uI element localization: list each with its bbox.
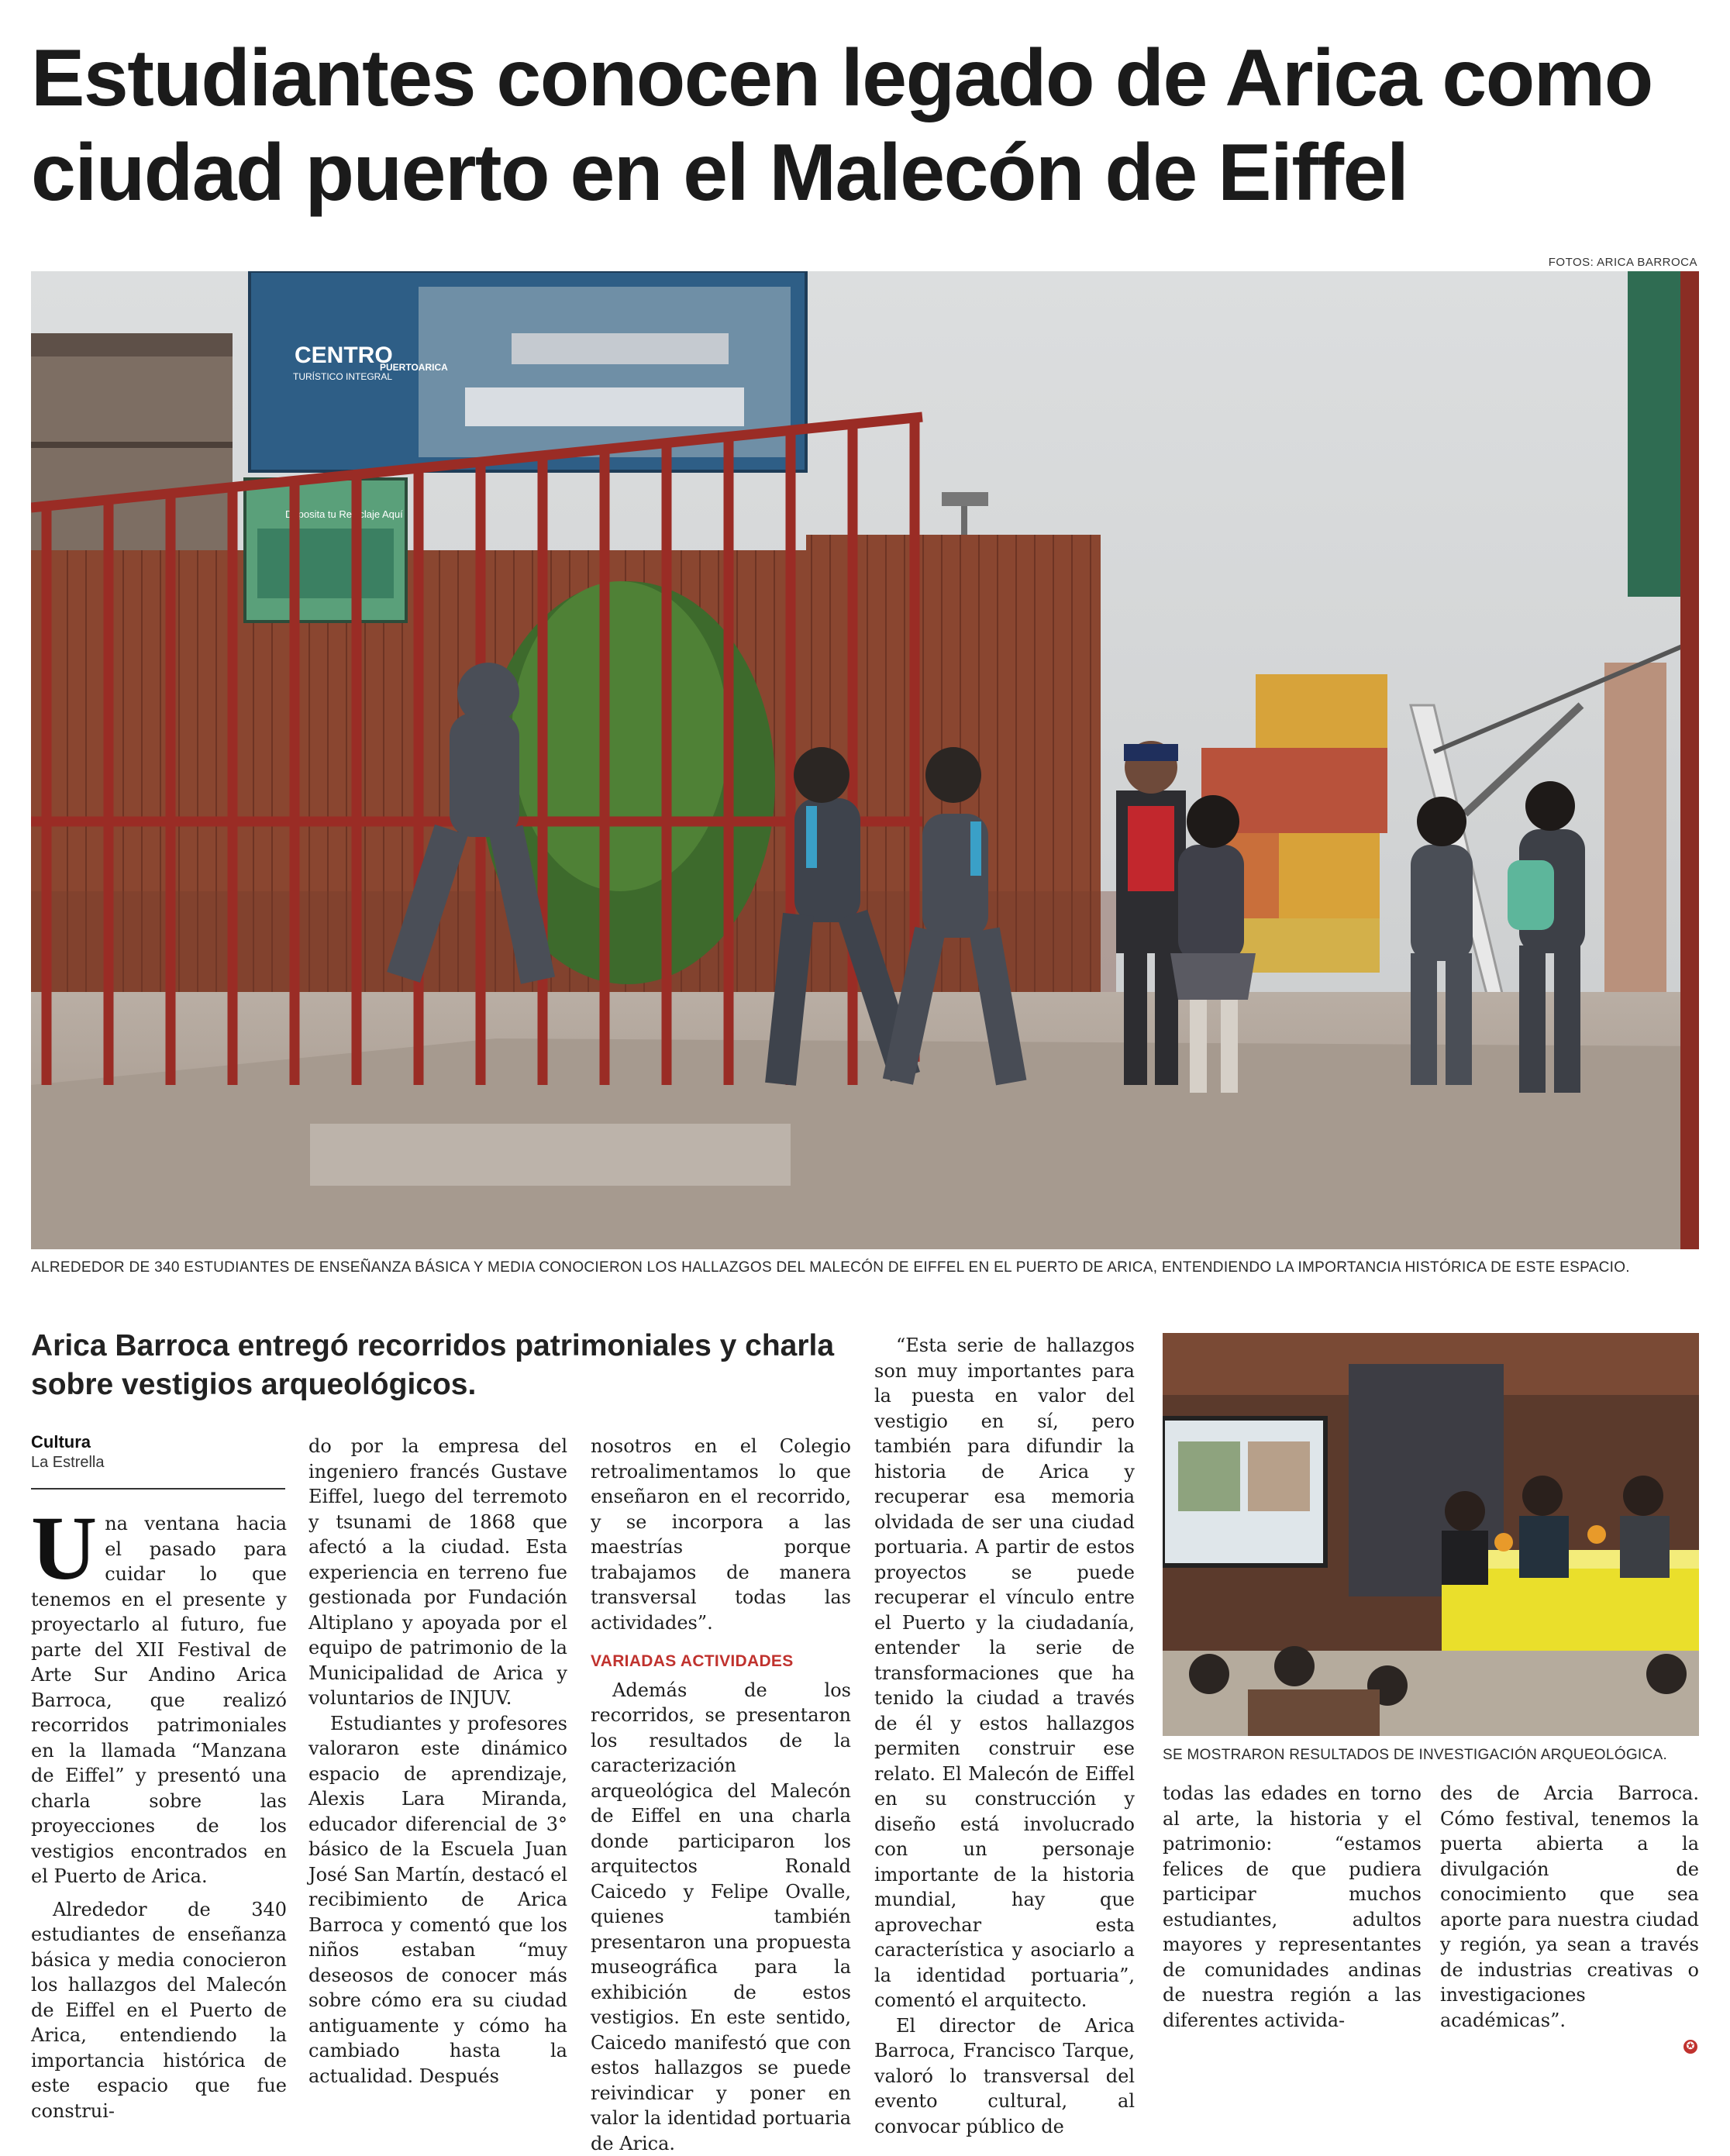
end-mark-icon: ✪ [1683, 2040, 1697, 2054]
billboard-brand: PUERTOARICA [380, 362, 448, 373]
section-label: Cultura [31, 1432, 91, 1452]
paragraph: nosotros en el Colegio retroalimentamos lo que enseñaron en el recorrido, y se incorpora a las maestrías porque trabajamos de manera transversal todas las actividades”. [591, 1434, 851, 1635]
paragraph: Además de los recorridos, se presentaron los resultados de la caracterización arqueológica del Malecón de Eiffel en una charla donde participaron los arquitectos Ronald Caicedo y Felipe Ovalle, quienes también presentaron una propuesta museográfica para la exhibición de estos vestigios. En este sentido, Caicedo manifestó que con estos hallazgos se puede reivindicar y poner en valor la identidad portuaria de Arica. [591, 1678, 851, 2156]
billboard-title: CENTRO [295, 343, 393, 368]
column-5 [1163, 1781, 1422, 2033]
main-photo-caption: ALREDEDOR DE 340 ESTUDIANTES DE ENSEÑANZA BÁSICA Y MEDIA CONOCIERON LOS HALLAZGOS DEL MALECÓN DE EIFFEL EN EL PUERTO DE ARICA, ENTENDIENDO LA IMPORTANCIA HISTÓRICA DE ESTE ESPACIO. [31, 1259, 1699, 1276]
billboard-subtitle: TURÍSTICO INTEGRAL [293, 370, 392, 382]
photo-credit: FOTOS: ARICA BARROCA [1549, 256, 1697, 269]
paragraph: Estudiantes y profesores valoraron este dinámico espacio de aprendizaje, Alexis Lara Miranda, educador diferencial de 3° básico de la Escuela Juan José San Martín, destacó el recibimiento de Arica Barroca y comentó que los niños estaban “muy deseosos de conocer más sobre cómo era su ciudad antiguamente y cómo ha cambiado hasta la actualidad. Después [308, 1711, 567, 2089]
drop-cap: U [31, 1514, 97, 1583]
paragraph: todas las edades en torno al arte, la historia y el patrimonio: “estamos felices de que pudiera participar muchos estudiantes, adultos mayores y representantes de comunidades andinas de nuestra región a las diferentes activida- [1163, 1781, 1422, 2033]
secondary-photo-caption: SE MOSTRARON RESULTADOS DE INVESTIGACIÓN ARQUEOLÓGICA. [1163, 1747, 1699, 1764]
paragraph: El director de Arica Barroca, Francisco Tarque, valoró lo transversal del evento cultural, al convocar público de [874, 2013, 1135, 2140]
headline: Estudiantes conocen legado de Arica como ciudad puerto en el Malecón de Eiffel [31, 31, 1705, 220]
byline-rule [31, 1488, 285, 1490]
poster-text: Deposita tu Reciclaje Aquí [285, 508, 403, 520]
column-3 [591, 1434, 851, 2156]
subhead: VARIADAS ACTIVIDADES [591, 1649, 851, 1675]
paragraph: Alrededor de 340 estudiantes de enseñanza básica y media conocieron los hallazgos del Malecón de Eiffel en el Puerto de Arica, entendiendo la importancia histórica de este espacio que fue construi- [31, 1897, 287, 2124]
paragraph: “Esta serie de hallazgos son muy importantes para la puesta en valor del vestigio en sí, pero también para difundir la historia de Arica y recuperar esa memoria olvidada de ser una ciudad portuaria. A partir de estos proyectos se puede recuperar el vínculo entre el Puerto y la ciudadanía, entender la serie de transformaciones que ha tenido la ciudad a través de él y estos hallazgos permiten construir ese relato. El Malecón de Eiffel en su construcción y diseño está involucrado con un personaje importante de la historia mundial, hay que aprovechar esta característica y asociarlo a la identidad portuaria”, comentó el arquitecto. [874, 1333, 1135, 2013]
column-1 [31, 1511, 287, 2123]
column-6 [1440, 1781, 1699, 2033]
main-photo [31, 271, 1699, 1249]
paragraph: do por la empresa del ingeniero francés Gustave Eiffel, luego del terremoto y tsunami de 1868 que afectó a la ciudad. Esta experiencia en terreno fue gestionada por Fundación Altiplano y apoyada por el equipo de patrimonio de la Municipalidad de Arica y voluntarios de INJUV. [308, 1434, 567, 1711]
paragraph: na ventana hacia el pasado para cuidar lo que tenemos en el presente y proyectarlo al futuro, fue parte del XII Festival de Arte Sur Andino Arica Barroca, que realizó recorridos patrimoniales en la llamada “Manzana de Eiffel” y presentó una charla sobre las proyecciones de los vestigios encontrados en el Puerto de Arica. [31, 1513, 287, 1887]
paragraph: des de Arcia Barroca. Cómo festival, tenemos la puerta abierta a la divulgación de conocimiento que sea aporte para nuestra ciudad y región, ya sean a través de industrias creativas o investigaciones académicas”. [1440, 1781, 1699, 2033]
container-yellow [1256, 674, 1387, 748]
section-source: La Estrella [31, 1454, 105, 1472]
column-2 [308, 1434, 567, 2089]
column-4 [874, 1333, 1135, 2139]
secondary-photo [1163, 1333, 1699, 1736]
deck: Arica Barroca entregó recorridos patrimoniales y charla sobre vestigios arqueológicos. [31, 1327, 837, 1404]
